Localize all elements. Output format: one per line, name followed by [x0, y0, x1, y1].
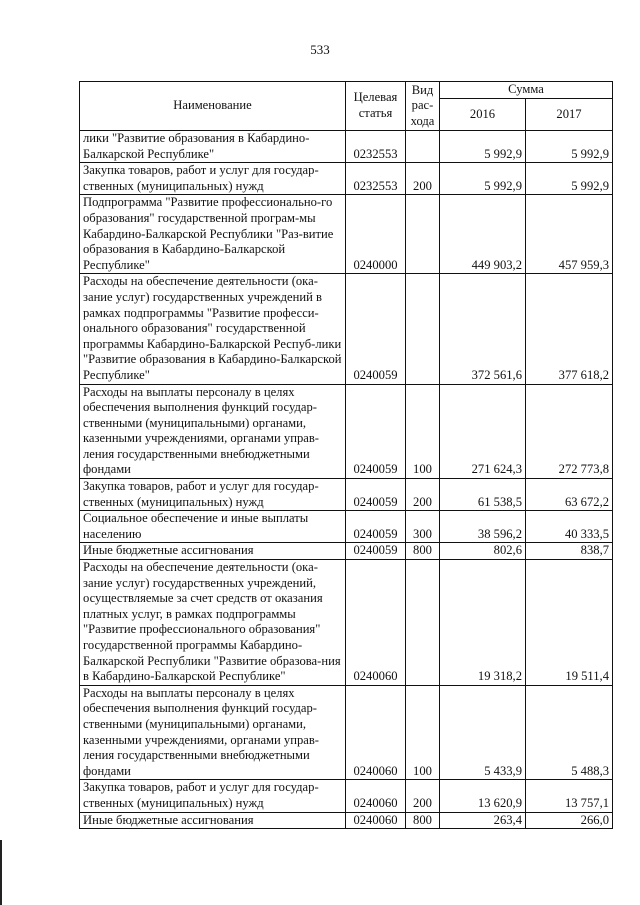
page-number: 533	[310, 42, 330, 57]
row-expense-kind: 200	[406, 479, 440, 511]
row-sum-2016: 802,6	[440, 543, 526, 560]
row-target-code: 0240059	[346, 543, 406, 560]
row-sum-2016: 372 561,6	[440, 274, 526, 384]
table-row	[80, 511, 613, 543]
row-expense-kind	[406, 195, 440, 274]
row-sum-2017: 19 511,4	[526, 560, 613, 686]
row-sum-2017: 838,7	[526, 543, 613, 560]
row-expense-kind: 200	[406, 163, 440, 195]
row-target-code: 0240000	[346, 195, 406, 274]
header-year-2017: 2017	[526, 99, 613, 131]
row-target-code: 0240060	[346, 780, 406, 812]
row-sum-2016: 5 992,9	[440, 131, 526, 163]
row-sum-2017: 5 992,9	[526, 131, 613, 163]
row-expense-kind: 800	[406, 812, 440, 829]
row-expense-kind	[406, 560, 440, 686]
header-sum: Сумма	[440, 82, 613, 99]
row-target-code: 0240060	[346, 685, 406, 780]
table-row	[80, 195, 613, 274]
row-sum-2017: 457 959,3	[526, 195, 613, 274]
row-name: Расходы на выплаты персоналу в целях обеспечения выполнения функций государ-ственными (муниципальными) органами, казенными учреждениями, органами управ-ления государственными внебюджетными фондами	[80, 685, 346, 780]
row-name: Иные бюджетные ассигнования	[80, 543, 346, 560]
row-target-code: 0232553	[346, 163, 406, 195]
header-target: Целевая статья	[346, 82, 406, 131]
row-expense-kind: 100	[406, 384, 440, 479]
row-sum-2016: 19 318,2	[440, 560, 526, 686]
header-year-2016: 2016	[440, 99, 526, 131]
row-target-code: 0240059	[346, 274, 406, 384]
row-expense-kind: 300	[406, 511, 440, 543]
row-name: Социальное обеспечение и иные выплаты населению	[80, 511, 346, 543]
row-expense-kind	[406, 131, 440, 163]
row-target-code: 0240059	[346, 511, 406, 543]
row-sum-2017: 266,0	[526, 812, 613, 829]
row-sum-2017: 63 672,2	[526, 479, 613, 511]
row-expense-kind: 200	[406, 780, 440, 812]
table-row	[80, 384, 613, 479]
row-target-code: 0240059	[346, 384, 406, 479]
row-expense-kind: 100	[406, 685, 440, 780]
left-margin-line	[0, 840, 2, 905]
row-sum-2017: 40 333,5	[526, 511, 613, 543]
row-sum-2016: 5 433,9	[440, 685, 526, 780]
table-row	[80, 685, 613, 780]
header-kind: Вид рас-хода	[406, 82, 440, 131]
row-sum-2016: 13 620,9	[440, 780, 526, 812]
row-name: Расходы на обеспечение деятельности (ока-зание услуг) государственных учреждений, осуществляемые за счет средств от оказания платных услуг, в рамках подпрограммы "Развитие профессионального образования" государственной программы Кабардино-Балкарской Республики "Развитие образова-ния в Кабардино-Балкарской Республике"	[80, 560, 346, 686]
row-name: Расходы на выплаты персоналу в целях обеспечения выполнения функций государ-ственными (муниципальными) органами, казенными учреждениями, органами управ-ления государственными внебюджетными фондами	[80, 384, 346, 479]
table-row	[80, 560, 613, 686]
row-expense-kind	[406, 274, 440, 384]
table-row	[80, 131, 613, 163]
row-target-code: 0240060	[346, 560, 406, 686]
row-name: Расходы на обеспечение деятельности (ока-зание услуг) государственных учреждений в рамках подпрограммы "Развитие професси-онального образования" государственной программы Кабардино-Балкарской Респуб-лики "Развитие образования в Кабардино-Балкарской Республике"	[80, 274, 346, 384]
row-sum-2016: 61 538,5	[440, 479, 526, 511]
row-sum-2017: 5 488,3	[526, 685, 613, 780]
row-name: Иные бюджетные ассигнования	[80, 812, 346, 829]
budget-table	[79, 81, 613, 829]
table-row	[80, 543, 613, 560]
row-target-code: 0240059	[346, 479, 406, 511]
row-expense-kind: 800	[406, 543, 440, 560]
row-sum-2017: 272 773,8	[526, 384, 613, 479]
table-row	[80, 479, 613, 511]
row-sum-2017: 377 618,2	[526, 274, 613, 384]
table-row	[80, 812, 613, 829]
row-sum-2017: 5 992,9	[526, 163, 613, 195]
row-sum-2016: 271 624,3	[440, 384, 526, 479]
row-name: Закупка товаров, работ и услуг для государ-ственных (муниципальных) нужд	[80, 163, 346, 195]
row-sum-2017: 13 757,1	[526, 780, 613, 812]
row-sum-2016: 263,4	[440, 812, 526, 829]
table-row	[80, 274, 613, 384]
row-sum-2016: 5 992,9	[440, 163, 526, 195]
row-name: Закупка товаров, работ и услуг для государ-ственных (муниципальных) нужд	[80, 479, 346, 511]
row-target-code: 0232553	[346, 131, 406, 163]
row-sum-2016: 449 903,2	[440, 195, 526, 274]
table-row	[80, 163, 613, 195]
table-row	[80, 780, 613, 812]
row-name: Закупка товаров, работ и услуг для государ-ственных (муниципальных) нужд	[80, 780, 346, 812]
row-name: Подпрограмма "Развитие профессионально-го образования" государственной програм-мы Кабардино-Балкарской Республики "Раз-витие образования в Кабардино-Балкарской Республике"	[80, 195, 346, 274]
header-name: Наименование	[80, 82, 346, 131]
row-sum-2016: 38 596,2	[440, 511, 526, 543]
row-name: лики "Развитие образования в Кабардино-Балкарской Республике"	[80, 131, 346, 163]
row-target-code: 0240060	[346, 812, 406, 829]
